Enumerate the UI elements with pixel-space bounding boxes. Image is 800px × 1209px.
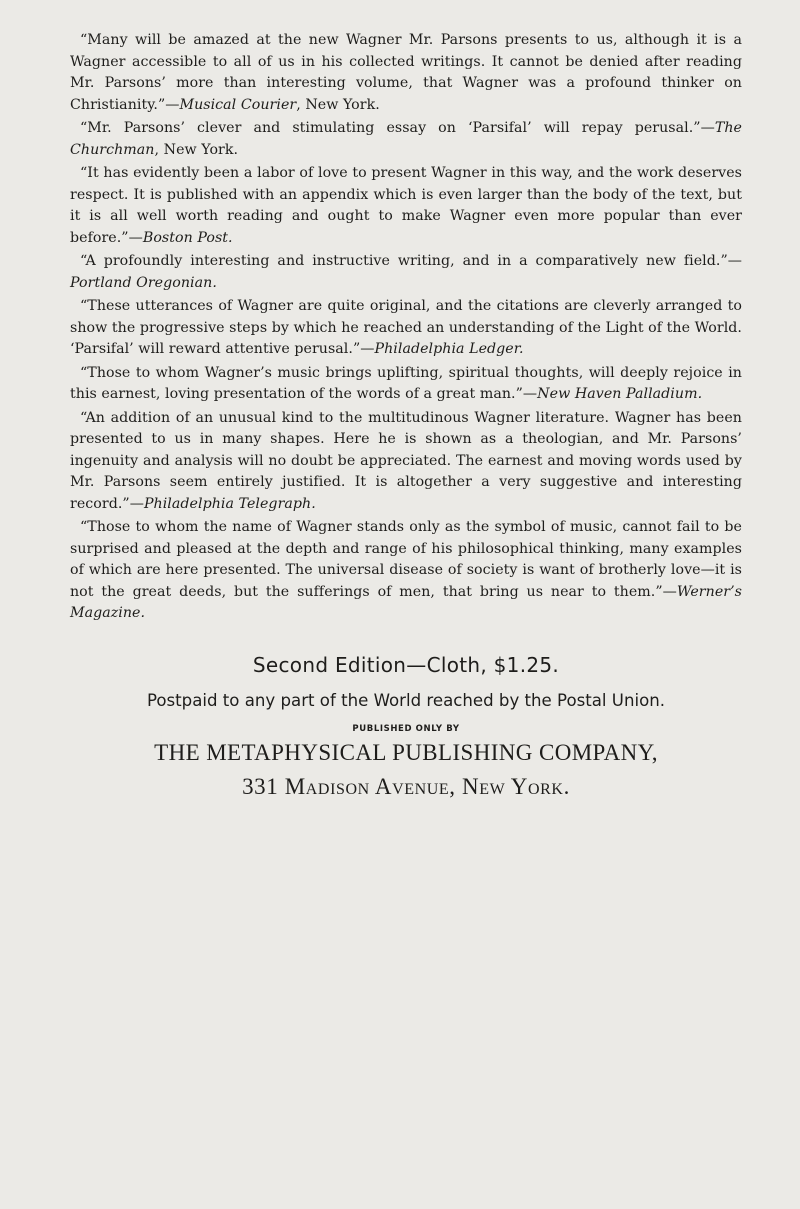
review-new-haven-palladium: “Those to whom Wagner’s music brings uplifting, spiritual thoughts, will deeply rejoice in this earnest, loving presentation of the words of a great man.”—New Haven Palladium.	[70, 364, 742, 402]
advertisement-page	[70, 30, 742, 800]
review-source: Philadelphia Ledger.	[374, 341, 524, 357]
review-philadelphia-telegraph: “An addition of an unusual kind to the multitudinous Wagner literature. Wagner has been presented to us in many shapes. Here he is shown as a theologian, and Mr. Parsons’ ingenuity and analysis will no doubt be appreciated. The earnest and moving words used by Mr. Parsons seem entirely justified. It is altogether a very suggestive and interesting record.”—Philadelphia Telegraph.	[70, 409, 742, 512]
review-source: Werner’s Magazine.	[70, 583, 742, 621]
review-source: New Haven Palladium.	[537, 386, 703, 402]
review-werners-magazine: “Those to whom the name of Wagner stands only as the symbol of music, cannot fail to be surprised and pleased at the depth and range of his philosophical thinking, many examples of which are here presented. The universal disease of society is want of brotherly love—it is not the great deeds, but the sufferings of men, that bring us near to them.”—Werner’s Magazine.	[70, 519, 742, 621]
review-source: Portland Oregonian.	[70, 274, 217, 291]
review-portland-oregonian: “A profoundly interesting and instructive writing, and in a comparatively new field.”—Portland Oregonian.	[70, 253, 742, 291]
published-only-by: PUBLISHED ONLY BY	[352, 723, 460, 734]
review-source: Musical Courier	[179, 96, 297, 113]
publisher-address: 331 Madison Avenue, New York.	[242, 773, 570, 799]
review-churchman: “Mr. Parsons’ clever and stimulating essay on ‘Parsifal’ will repay perusal.”—The Churchman, New York.	[70, 120, 742, 158]
review-boston-post: “It has evidently been a labor of love to present Wagner in this way, and the work deserves respect. It is published with an appendix which is even larger than the body of the text, but it is all well worth reading and ought to make Wagner even more popular than ever before.”—Boston Post.	[70, 165, 742, 246]
review-source: Boston Post.	[142, 229, 233, 246]
postpaid-note: Postpaid to any part of the World reached by the Postal Union.	[146, 690, 666, 710]
review-philadelphia-ledger: “These utterances of Wagner are quite original, and the citations are cleverly arranged to show the progressive steps by which he reached an understanding of the Light of the World. ‘Parsifal’ will reward attentive perusal.”—Philadelphia Ledger.	[70, 298, 742, 357]
review-musical-courier: “Many will be amazed at the new Wagner Mr. Parsons presents to us, although it is a Wagner accessible to all of us in his collected writings. It cannot be denied after reading Mr. Parsons’ more than interesting volume, that Wagner was a profound thinker on Christianity.”—Musical Courier, New York.	[70, 32, 742, 113]
review-source: The Churchman	[70, 120, 742, 158]
publisher-name: THE METAPHYSICAL PUBLISHING COMPANY,	[154, 739, 658, 765]
review-source: Philadelphia Telegraph.	[143, 495, 316, 512]
edition-price: Second Edition—Cloth, $1.25.	[252, 652, 560, 677]
